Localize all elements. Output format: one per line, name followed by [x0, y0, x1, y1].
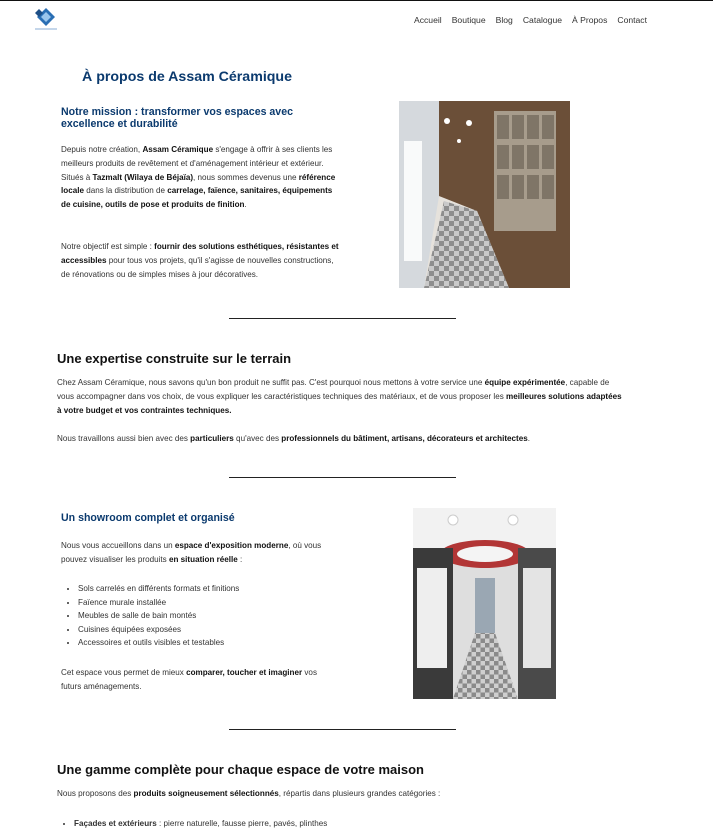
section-divider	[229, 729, 456, 730]
expertise-paragraph-1: Chez Assam Céramique, nous savons qu'un bon produit ne suffit pas. C'est pourquoi nous mettons à votre service une équipe expérimentée, capable de vous accompagner dans vos choix, de vous expliquer les caractéristiques techniques des matériaux, et de vous proposer les meilleures solutions adaptées à votre budget et vos contraintes techniques.	[57, 378, 622, 415]
mission-title: Notre mission : transformer vos espaces avec excellence et durabilité	[61, 106, 293, 130]
nav-accueil[interactable]: Accueil	[413, 15, 442, 25]
list-item: • Sols carrelés en différents formats et finitions	[78, 582, 348, 596]
list-item: • Meubles de salle de bain montés	[78, 609, 348, 623]
expertise-title: Une expertise construite sur le terrain	[57, 351, 292, 366]
expertise-paragraph-2: Nous travaillons aussi bien avec des particuliers qu'avec des professionnels du bâtiment, artisans, décorateurs et architectes.	[57, 434, 531, 443]
nav-a-propos[interactable]: À Propos	[572, 15, 608, 25]
showroom-paragraph-2: Cet espace vous permet de mieux comparer, toucher et imaginer vos futurs aménagements.	[61, 668, 317, 691]
range-title: Une gamme complète pour chaque espace de votre maison	[57, 762, 425, 777]
showroom-list	[65, 582, 348, 650]
nav-blog[interactable]: Blog	[495, 15, 513, 25]
mission-paragraph-2: Notre objectif est simple : fournir des solutions esthétiques, résistantes et accessibles pour tous vos projets, qu'il s'agisse de nouvelles constructions, de rénovations ou de simples mises à jour décoratives.	[61, 242, 339, 279]
nav-boutique[interactable]: Boutique	[451, 15, 486, 25]
range-list	[61, 817, 634, 831]
showroom-paragraph-1: Nous vous accueillons dans un espace d'exposition moderne, où vous pouvez visualiser les produits en situation réelle :	[61, 541, 322, 564]
page-title: À propos de Assam Céramique	[82, 69, 292, 85]
nav-contact[interactable]: Contact	[617, 15, 647, 25]
showroom-photo	[413, 508, 556, 699]
section-divider	[229, 318, 456, 319]
store-interior-photo	[399, 101, 570, 288]
main-nav	[414, 15, 647, 25]
section-divider	[229, 477, 456, 478]
list-item: • Faïence murale installée	[78, 596, 348, 610]
nav-catalogue[interactable]: Catalogue	[522, 15, 563, 25]
list-item: • Accessoires et outils visibles et testables	[78, 636, 348, 650]
list-item: • Façades et extérieurs : pierre naturelle, fausse pierre, pavés, plinthes	[74, 817, 634, 831]
mission-paragraph-1: Depuis notre création, Assam Céramique s'engage à offrir à ses clients les meilleurs produits de revêtement et d'aménagement intérieur et extérieur. Situés à Tazmalt (Wilaya de Béjaïa), nous sommes devenus une référence locale dans la distribution de carrelage, faïence, sanitaires, équipements de cuisine, outils de pose et produits de finition.	[61, 145, 336, 210]
logo-icon	[33, 7, 59, 33]
top-border	[0, 0, 713, 1]
list-item: • Cuisines équipées exposées	[78, 623, 348, 637]
site-logo[interactable]	[33, 7, 59, 33]
range-paragraph-1: Nous proposons des produits soigneusement sélectionnés, répartis dans plusieurs grandes catégories :	[57, 789, 441, 798]
showroom-title: Un showroom complet et organisé	[61, 512, 235, 524]
